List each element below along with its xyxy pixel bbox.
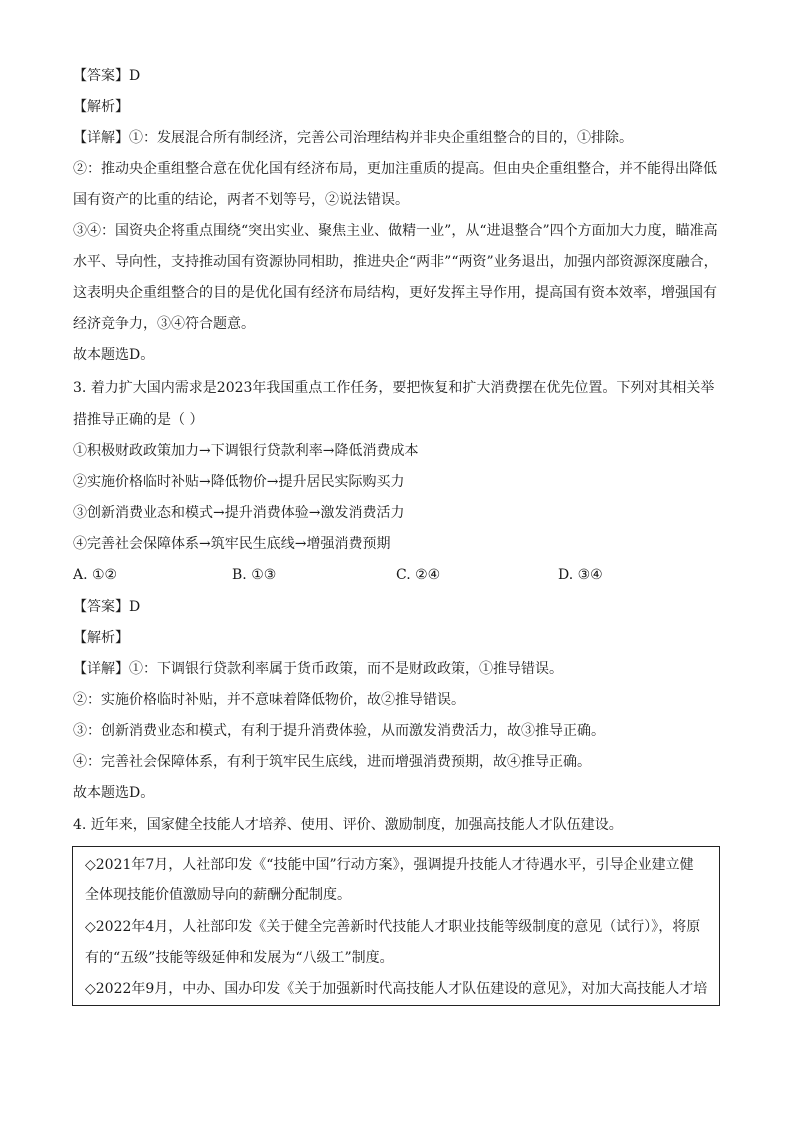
q3-detail-line: ②：实施价格临时补贴，并不意味着降低物价，故②推导错误。 xyxy=(73,692,465,708)
q2-detail-line: ③④：国资央企将重点围绕“突出实业、聚焦主业、做精一业”，从“进退整合”四个方面加大力度，瞄准高 xyxy=(73,223,718,239)
q3-option-a: A. ①② xyxy=(73,567,118,583)
q3-item: ②实施价格临时补贴→降低物价→提升居民实际购买力 xyxy=(73,474,405,490)
q2-detail-line: 水平、导向性，支持推动国有资源协同相助，推进央企“两非”“两资”业务退出，加强内部资源深度融合， xyxy=(73,254,718,270)
q4-material-line: ◇2022年4月，人社部印发《关于健全完善新时代技能人才职业技能等级制度的意见（试行）》，将原 xyxy=(85,919,701,935)
q4-material-line: ◇2021年7月，人社部印发《“技能中国”行动方案》，强调提升技能人才待遇水平，引导企业建立健 xyxy=(85,857,694,873)
q4-material-box xyxy=(72,846,720,1006)
q3-stem-line: 措推导正确的是（ ） xyxy=(73,412,204,428)
q2-analysis-heading: 【解析】 xyxy=(73,99,129,115)
q2-detail-line: 经济竞争力，③④符合题意。 xyxy=(73,316,255,332)
q3-answer: 【答案】D xyxy=(73,599,141,615)
q3-analysis-heading: 【解析】 xyxy=(73,630,129,646)
q2-detail-line: 【详解】①：发展混合所有制经济，完善公司治理结构并非央企重组整合的目的，①排除。 xyxy=(73,130,633,146)
q2-detail-line: 这表明央企重组整合的目的是优化国有经济布局结构，更好发挥主导作用，提高国有资本效率，增强国有 xyxy=(73,285,717,301)
q3-item: ④完善社会保障体系→筑牢民生底线→增强消费预期 xyxy=(73,536,391,552)
q3-stem-line: 3. 着力扩大国内需求是2023年我国重点工作任务，要把恢复和扩大消费摆在优先位置。下列对其相关举 xyxy=(73,380,715,396)
q2-conclusion: 故本题选D。 xyxy=(73,347,155,363)
q3-item: ①积极财政政策加力→下调银行贷款利率→降低消费成本 xyxy=(73,443,419,459)
q4-material-line: ◇2022年9月，中办、国办印发《关于加强新时代高技能人才队伍建设的意见》，对加大高技能人才培 xyxy=(85,981,708,997)
q4-stem: 4. 近年来，国家健全技能人才培养、使用、评价、激励制度，加强高技能人才队伍建设。 xyxy=(73,817,623,833)
q3-option-c: C. ②④ xyxy=(396,567,441,583)
q3-option-b: B. ①③ xyxy=(232,567,277,583)
q4-material-line: 全体现技能价值激励导向的薪酬分配制度。 xyxy=(85,887,351,903)
q3-option-d: D. ③④ xyxy=(558,567,603,583)
q3-detail-line: ③：创新消费业态和模式，有利于提升消费体验，从而激发消费活力，故③推导正确。 xyxy=(73,723,605,739)
q3-detail-line: 【详解】①：下调银行贷款利率属于货币政策，而不是财政政策，①推导错误。 xyxy=(73,661,563,677)
q3-detail-line: ④：完善社会保障体系，有利于筑牢民生底线，进而增强消费预期，故④推导正确。 xyxy=(73,754,591,770)
q2-detail-line: ②：推动央企重组整合意在优化国有经济布局，更加注重质的提高。但由央企重组整合，并不能得出降低 xyxy=(73,161,717,177)
q4-material-line: 有的“五级”技能等级延伸和发展为“八级工”制度。 xyxy=(85,950,394,966)
q3-options xyxy=(73,565,713,585)
q2-detail-line: 国有资产的比重的结论，两者不划等号，②说法错误。 xyxy=(73,192,409,208)
q2-answer: 【答案】D xyxy=(73,68,141,84)
q3-item: ③创新消费业态和模式→提升消费体验→激发消费活力 xyxy=(73,505,405,521)
q3-conclusion: 故本题选D。 xyxy=(73,785,155,801)
